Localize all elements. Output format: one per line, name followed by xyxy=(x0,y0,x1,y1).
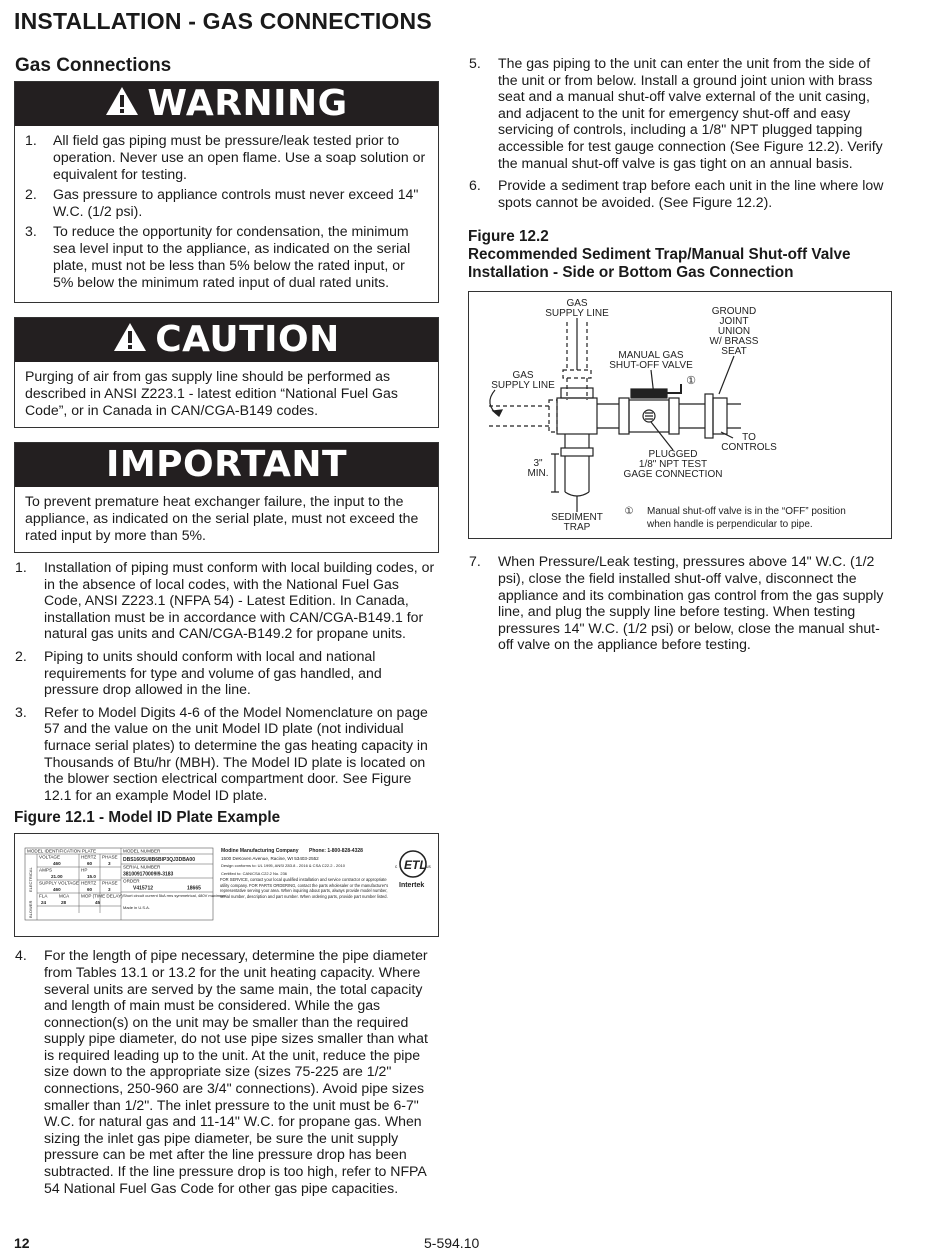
svg-text:MODEL NUMBER: MODEL NUMBER xyxy=(123,848,161,854)
svg-text:1500 DeKoven Avenue, Racine, W: 1500 DeKoven Avenue, Racine, WI 53403-2552 xyxy=(221,856,319,862)
svg-text:SHUT-OFF VALVE: SHUT-OFF VALVE xyxy=(609,360,693,372)
svg-text:UNION: UNION xyxy=(717,326,751,338)
svg-text:Intertek: Intertek xyxy=(399,882,425,890)
svg-text:GAGE CONNECTION: GAGE CONNECTION xyxy=(623,469,723,481)
right-list-continued xyxy=(468,553,893,653)
svg-text:Design conforms to: UL 1995, A: Design conforms to: UL 1995, ANSI Z83.8 - 2016 & CSA C22.2 - 2010 xyxy=(221,863,345,869)
figure-12-2-diagram xyxy=(468,291,892,539)
svg-text:W/ BRASS: W/ BRASS xyxy=(709,336,759,348)
figure-12-1-caption: Figure 12.1 - Model ID Plate Example xyxy=(14,809,281,827)
list-item: 1. All field gas piping must be pressure/leak tested prior to operation. Never use an open flame. Use a soap solution or equivalent for testing. xyxy=(25,132,426,182)
svg-text:SUPPLY VOLTAGE: SUPPLY VOLTAGE xyxy=(39,880,79,886)
svg-text:SERIAL NUMBER: SERIAL NUMBER xyxy=(123,864,161,870)
svg-text:HERTZ: HERTZ xyxy=(81,854,97,860)
svg-text:GAS: GAS xyxy=(566,298,588,310)
svg-text:GROUND: GROUND xyxy=(711,306,757,318)
right-column xyxy=(468,55,893,659)
svg-text:18665: 18665 xyxy=(187,885,201,892)
list-item: 2. Gas pressure to appliance controls must never exceed 14" W.C. (1/2 psi). xyxy=(25,186,419,219)
model-id-plate-image: MODEL IDENTIFICATION PLATE MODEL NUMBER DBS160SU8B6BIP3QJ3DBA00 SERIAL NUMBER 381009170009l9-3183 ORDER V415712 18665 Short circuit current 5kA rms symmetrical, 480V maximum. Made in U.S.A. VOLTAGE HERTZ PHASE 460 60 3 AMPS HP 21.00 15.0 SUPPLY VOLTAGE HERTZ PHASE 460 60 3 FLA MCA MOP (TIME DELAY) 24 28 45 ELECTRICAL BLOWER Modine Manufacturing Company Phone: 1-800-828-4328 1500 DeKoven Avenue, Racine, WI 53403-2552 Design conforms to: UL 1995, ANSI Z83.8 - 2016 & CSA C22.2 - 2010 Certified to: CAN/CSA C22.2 No. 236 FOR SERVICE, contact your local qualified installation and service contractor or appropriate utility company. FOR PARTS ORDERING, contact the parts wholesaler or the manufacturer's representative serving your area. When inquiring about parts, always provide model number, serial number, description and part number. When ordering parts, provide part number listed. ETL c us Intertek xyxy=(27,848,431,919)
svg-text:24: 24 xyxy=(41,900,47,906)
list-item: 1. Installation of piping must conform with local building codes, or in the absence of local codes, with the National Fuel Gas Code, ANSI Z223.1 (NFPA 54) - Latest Edition. In Canada, installation must be in accordance with CAN/CGA-B149.1 for natural gas units and CAN/CGA-B149.2 for propane units. xyxy=(15,559,435,642)
svg-text:MCA: MCA xyxy=(59,893,70,899)
svg-text:21.00: 21.00 xyxy=(51,874,63,880)
list-item: 2. Piping to units should conform with local and national requirements for type and volume of gas handled, and pressure drop allowed in the line. xyxy=(15,647,382,698)
svg-text:c: c xyxy=(395,864,398,870)
svg-text:JOINT: JOINT xyxy=(719,316,749,328)
caution-heading: CAUTION xyxy=(155,319,340,360)
list-item: 3. To reduce the opportunity for condensation, the minimum sea level input to the appliance, as indicated on the serial plate, must not be less than 5% below the rated input, or 5% below the minimum rated input of dual rated units. xyxy=(25,223,411,290)
svg-text:CONTROLS: CONTROLS xyxy=(721,442,777,454)
left-column xyxy=(14,55,439,1202)
svg-text:①: ① xyxy=(624,506,634,518)
svg-text:15.0: 15.0 xyxy=(87,874,96,880)
svg-text:3: 3 xyxy=(108,861,111,867)
important-text: To prevent premature heat exchanger failure, the input to the appliance, as indicated on the serial plate, must not exceed the rated input by more than 5%. xyxy=(25,493,419,543)
svg-text:MANUAL GAS: MANUAL GAS xyxy=(618,350,684,362)
svg-text:SUPPLY LINE: SUPPLY LINE xyxy=(545,308,609,320)
list-item: 4. For the length of pipe necessary, determine the pipe diameter from Tables 13.1 or 13.2 for the unit heating capacity. Where several units are served by the same main, the total capacity and length of main must be considered. While the gas connection(s) on the unit may be smaller than the required supply pipe diameter, do not use pipe sizes smaller than what is required leading up to the unit. At the unit, reduce the pipe size down to the appropriate size (sizes 75-225 are 1/2" connections, 250-960 are 3/4" connections). Avoid pipe sizes smaller than 1/2". The inlet pressure to the unit must be 6-7" W.C. for natural gas and 11-14" W.C. for propane gas. When sizing the inlet gas pipe diameter, be sure the unit supply pressure can be met after the line pressure drop has been subtracted. If the line pressure drop is too high, refer to NFPA 54 National Fuel Gas Code for other gas pipe capacities. xyxy=(15,947,428,1196)
svg-text:VOLTAGE: VOLTAGE xyxy=(39,854,61,860)
svg-text:BLOWER: BLOWER xyxy=(28,900,33,919)
page-number: 12 xyxy=(14,1235,30,1251)
installation-list xyxy=(14,559,439,803)
svg-text:Modine Manufacturing Company: Modine Manufacturing Company xyxy=(221,848,299,855)
svg-text:V415712: V415712 xyxy=(133,885,154,892)
warning-box xyxy=(14,81,439,303)
svg-text:460: 460 xyxy=(53,887,61,893)
svg-text:us: us xyxy=(426,864,431,870)
svg-text:Made in U.S.A.: Made in U.S.A. xyxy=(123,905,150,911)
svg-text:PLUGGED: PLUGGED xyxy=(648,449,698,461)
document-number: 5-594.10 xyxy=(424,1235,480,1251)
svg-text:1/8" NPT TEST: 1/8" NPT TEST xyxy=(638,459,708,471)
svg-text:HERTZ: HERTZ xyxy=(81,880,97,886)
svg-text:SUPPLY LINE: SUPPLY LINE xyxy=(491,380,555,392)
svg-text:MODEL IDENTIFICATION PLATE: MODEL IDENTIFICATION PLATE xyxy=(27,848,97,854)
important-heading: IMPORTANT xyxy=(15,443,438,487)
svg-text:DBS160SU8B6BIP3QJ3DBA00: DBS160SU8B6BIP3QJ3DBA00 xyxy=(123,857,195,864)
model-id-plate xyxy=(14,833,439,937)
warning-list xyxy=(25,132,428,291)
caution-box xyxy=(14,317,439,428)
svg-text:381009170009l9-3183: 381009170009l9-3183 xyxy=(123,871,174,878)
warning-triangle-icon xyxy=(113,322,147,352)
svg-text:45: 45 xyxy=(95,900,101,906)
svg-text:PHASE: PHASE xyxy=(102,854,118,860)
svg-text:460: 460 xyxy=(53,861,61,867)
warning-header xyxy=(15,82,438,126)
svg-text:ORDER: ORDER xyxy=(123,878,140,884)
svg-text:GAS: GAS xyxy=(512,370,534,382)
svg-text:when handle is perpendicular t: when handle is perpendicular to pipe. xyxy=(647,519,813,531)
svg-text:Phone: 1-800-828-4328: Phone: 1-800-828-4328 xyxy=(309,848,363,855)
right-list xyxy=(468,55,893,210)
svg-text:SEDIMENT: SEDIMENT xyxy=(551,512,603,524)
caution-header xyxy=(15,318,438,362)
svg-text:①: ① xyxy=(686,375,696,388)
svg-text:ETL: ETL xyxy=(404,858,427,873)
list-item: 7. When Pressure/Leak testing, pressures above 14" W.C. (1/2 psi), close the field installed shut-off valve, disconnect the appliance and its combination gas control from the gas supply line, and plug the supply line before testing. When testing pressures 14" W.C. (1/2 psi) or below, close the manual shut-off valve on the appliance before testing. xyxy=(469,553,884,653)
svg-text:Short circuit current 5kA rms: Short circuit current 5kA rms symmetrical, 480V maximum. xyxy=(123,893,227,899)
svg-text:SEAT: SEAT xyxy=(721,346,747,358)
svg-text:Manual shut-off valve is in th: Manual shut-off valve is in the “OFF” position xyxy=(647,506,846,518)
svg-text:FLA: FLA xyxy=(39,893,48,899)
list-item: 3. Refer to Model Digits 4-6 of the Model Nomenclature on page 57 and the value on the unit Model ID plate (not individual furnace serial plates) to determine the gas heating capacity in Thousands of Btu/hr (MBH). The Model ID plate is located on the blower section electrical compartment door. See Figure 12.1 for an example Model ID plate. xyxy=(15,703,428,803)
figure-12-2-caption-title: Recommended Sediment Trap/Manual Shut-off Valve Installation - Side or Bottom Gas Connection xyxy=(468,246,851,282)
svg-text:28: 28 xyxy=(61,900,67,906)
svg-text:HP: HP xyxy=(81,867,88,873)
svg-text:TO: TO xyxy=(742,432,756,444)
svg-text:TRAP: TRAP xyxy=(563,522,591,534)
warning-heading: WARNING xyxy=(147,83,348,124)
page-title: INSTALLATION - GAS CONNECTIONS xyxy=(14,8,432,34)
svg-text:ELECTRICAL: ELECTRICAL xyxy=(28,867,33,893)
figure-12-2-caption-number: Figure 12.2 xyxy=(468,228,549,246)
svg-text:60: 60 xyxy=(87,861,93,867)
important-box xyxy=(14,442,439,553)
sediment-trap-diagram xyxy=(469,292,891,538)
svg-text:PHASE: PHASE xyxy=(102,880,118,886)
svg-text:MOP (TIME DELAY): MOP (TIME DELAY) xyxy=(81,893,123,899)
svg-text:AMPS: AMPS xyxy=(39,867,53,873)
svg-text:60: 60 xyxy=(87,887,93,893)
section-title: Gas Connections xyxy=(15,55,172,76)
list-item: 5. The gas piping to the unit can enter the unit from the side of the unit or from below. Install a ground joint union with brass seat and a manual shut-off valve external of the unit casing, and adjacent to the unit for emergency shut-off and easy servicing of controls, including a 1/8" NPT plugged tapping accessible for test gauge connection (See Figure 12.2). Verify the manual shut-off valve is gas tight on an annual basis. xyxy=(469,55,883,171)
installation-list-continued xyxy=(14,947,439,1196)
svg-text:Certified to: CAN/CSA C22.2 No: Certified to: CAN/CSA C22.2 No. 236 xyxy=(221,871,288,877)
svg-text:3: 3 xyxy=(108,887,111,893)
caution-text: Purging of air from gas supply line should be performed as described in ANSI Z223.1 - latest edition “National Fuel Gas Code”, or in Canada in CAN/CGA-B149 codes. xyxy=(25,368,398,418)
list-item: 6. Provide a sediment trap before each unit in the line where low spots cannot be avoided. (See Figure 12.2). xyxy=(469,177,884,210)
svg-text:MIN.: MIN. xyxy=(527,468,549,480)
svg-text:3": 3" xyxy=(533,458,543,470)
warning-triangle-icon xyxy=(105,86,139,116)
